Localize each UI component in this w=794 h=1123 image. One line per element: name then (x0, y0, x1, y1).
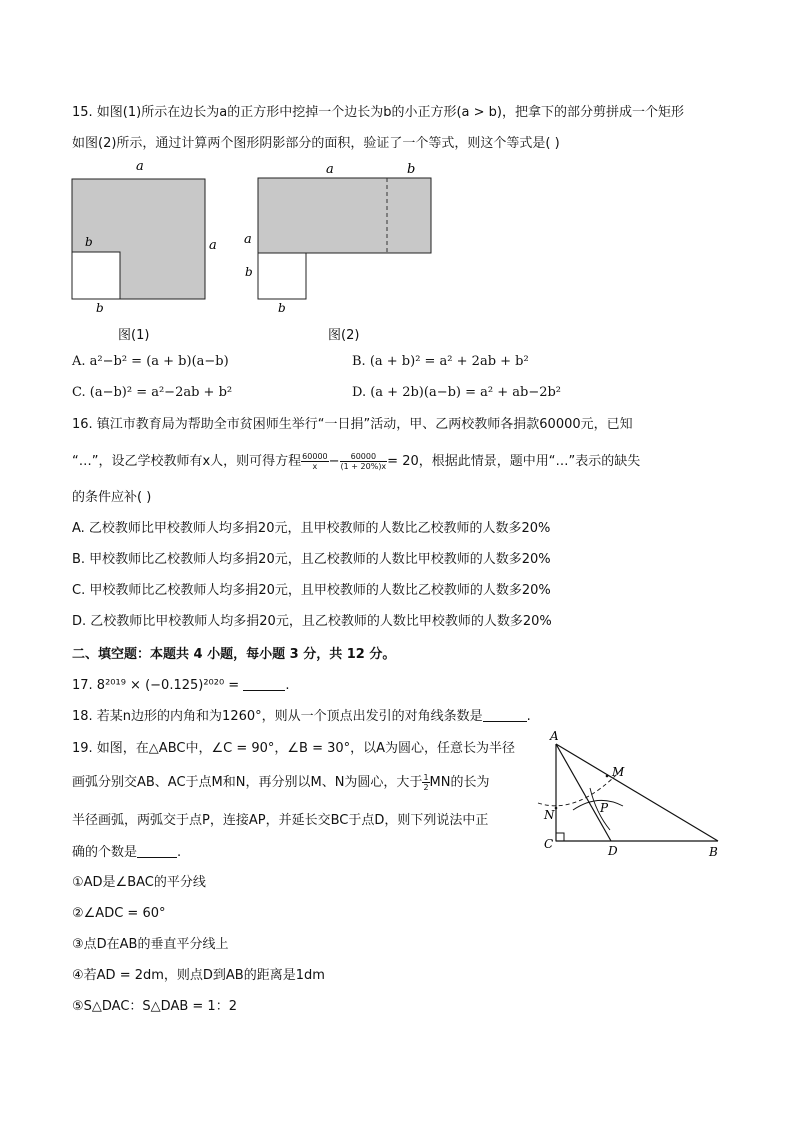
fig1-label-inner: b (85, 235, 93, 249)
q17: 17. 8²⁰¹⁹ × (−0.125)²⁰²⁰ = . (72, 678, 290, 693)
fig1-label-right: a (209, 238, 217, 253)
q19-statement-3: ③点D在AB的垂直平分线上 (72, 937, 229, 952)
q16-line2-pre: “…”，设乙学校教师有x人，则可得方程 (72, 454, 302, 469)
q19-answer-blank[interactable] (137, 843, 177, 858)
q18: 18. 若某n边形的内角和为1260°，则从一个顶点出发引的对角线条数是 . (72, 709, 531, 724)
q15-line2: 如图(2)所示，通过计算两个图形阴影部分的面积，验证了一个等式，则这个等式是( ) (72, 136, 560, 151)
figure-1 (60, 155, 230, 320)
q16-fraction-1 (301, 452, 328, 471)
q19-line3: 半径画弧，两弧交于点P，连接AP，并延长交BC于点D，则下列说法中正 (72, 813, 489, 828)
fig2-label-left-b: b (245, 265, 253, 279)
label-n: N (544, 808, 555, 822)
fig1-label-bottom: b (96, 301, 104, 315)
q16-frac1-den: x (312, 462, 318, 471)
q17-answer-blank[interactable] (243, 676, 285, 691)
q18-answer-blank[interactable] (483, 707, 527, 722)
q19-statement-5: ⑤S△DAC：S△DAB = 1：2 (72, 999, 237, 1014)
q16-line2-post: = 20，根据此情景，题中用“…”表示的缺失 (387, 454, 641, 469)
triangle-figure (528, 728, 728, 863)
right-angle-mark (556, 833, 564, 841)
q15-option-c: C. (a−b)² = a²−2ab + b² (72, 385, 233, 400)
q16-frac2-den: (1 + 20%)x (340, 462, 387, 471)
q19-statement-2: ②∠ADC = 60° (72, 906, 166, 921)
label-d: D (608, 844, 618, 858)
figure-2 (240, 160, 440, 320)
q16-line3: 的条件应补( ) (72, 490, 152, 505)
q15-option-d: D. (a + 2b)(a−b) = a² + ab−2b² (352, 385, 562, 400)
label-m: M (612, 765, 625, 779)
q16-minus: − (328, 454, 340, 469)
side-ab (556, 744, 718, 841)
q19-frac-num: 1 (423, 773, 429, 782)
q16-frac1-num: 60000 (302, 452, 328, 461)
q15-line1: 15. 如图(1)所示在边长为a的正方形中挖掉一个边长为b的小正方形(a > b)，把拿下的部分剪拼成一个矩形 (72, 105, 684, 120)
segment-ad (556, 744, 611, 841)
q16-option-d: D. 乙校教师比甲校教师人均多捐20元，且乙校教师的人数比甲校教师的人数多20% (72, 614, 552, 629)
q16-line1: 16. 镇江市教育局为帮助全市贫困师生举行“一日捐”活动，甲、乙两校教师各捐款60000元，已知 (72, 417, 633, 432)
q19-line2-post: MN的长为 (429, 775, 490, 790)
fig2-caption: 图(2) (328, 328, 360, 343)
fig2-label-top-a: a (326, 162, 334, 177)
q17-text: 17. 8²⁰¹⁹ × (−0.125)²⁰²⁰ = (72, 678, 240, 693)
q19-frac-den: 2 (423, 783, 429, 792)
label-p: P (600, 801, 609, 815)
fig1-caption: 图(1) (118, 328, 150, 343)
fig2-shaded-region (258, 178, 431, 253)
q19-line4-text: 确的个数是 (72, 845, 138, 860)
q19-line2 (72, 771, 489, 795)
label-c: C (544, 837, 554, 851)
fig2-label-top-b: b (407, 162, 416, 177)
fig2-label-bottom: b (278, 301, 286, 315)
fig2-white-square (258, 253, 306, 299)
q19-line1: 19. 如图，在△ABC中，∠C = 90°，∠B = 30°，以A为圆心，任意长为半径 (72, 741, 516, 756)
q15-option-b: B. (a + b)² = a² + 2ab + b² (352, 354, 529, 369)
q16-frac2-num: 60000 (340, 452, 388, 462)
q19-line2-pre: 画弧分别交AB、AC于点M和N，再分别以M、N为圆心，大于 (72, 775, 423, 790)
q19-statement-1: ①AD是∠BAC的平分线 (72, 875, 206, 890)
label-a: A (550, 729, 559, 743)
point-m (606, 775, 609, 778)
q18-text: 18. 若某n边形的内角和为1260°，则从一个顶点出发引的对角线条数是 (72, 709, 483, 724)
arc-from-m (573, 800, 623, 810)
fig1-removed-square (72, 252, 120, 299)
label-b: B (709, 845, 718, 859)
q15-option-a: A. a²−b² = (a + b)(a−b) (72, 354, 229, 369)
q16-option-b: B. 甲校教师比乙校教师人均多捐20元，且乙校教师的人数比甲校教师的人数多20% (72, 552, 551, 567)
point-n (555, 807, 558, 810)
q16-line2 (72, 450, 640, 474)
q19-fraction-half (422, 773, 429, 792)
q16-fraction-2 (340, 452, 388, 471)
q19-statement-4: ④若AD = 2dm，则点D到AB的距离是1dm (72, 968, 325, 983)
fig1-label-top: a (136, 159, 144, 174)
section-2-heading: 二、填空题：本题共 4 小题，每小题 3 分，共 12 分。 (72, 647, 396, 662)
q16-option-a: A. 乙校教师比甲校教师人均多捐20元，且甲校教师的人数比乙校教师的人数多20% (72, 521, 551, 536)
q19-line4: 确的个数是 . (72, 845, 182, 860)
fig2-label-left-a: a (244, 232, 252, 247)
q16-option-c: C. 甲校教师比乙校教师人均多捐20元，且甲校教师的人数比乙校教师的人数多20% (72, 583, 551, 598)
